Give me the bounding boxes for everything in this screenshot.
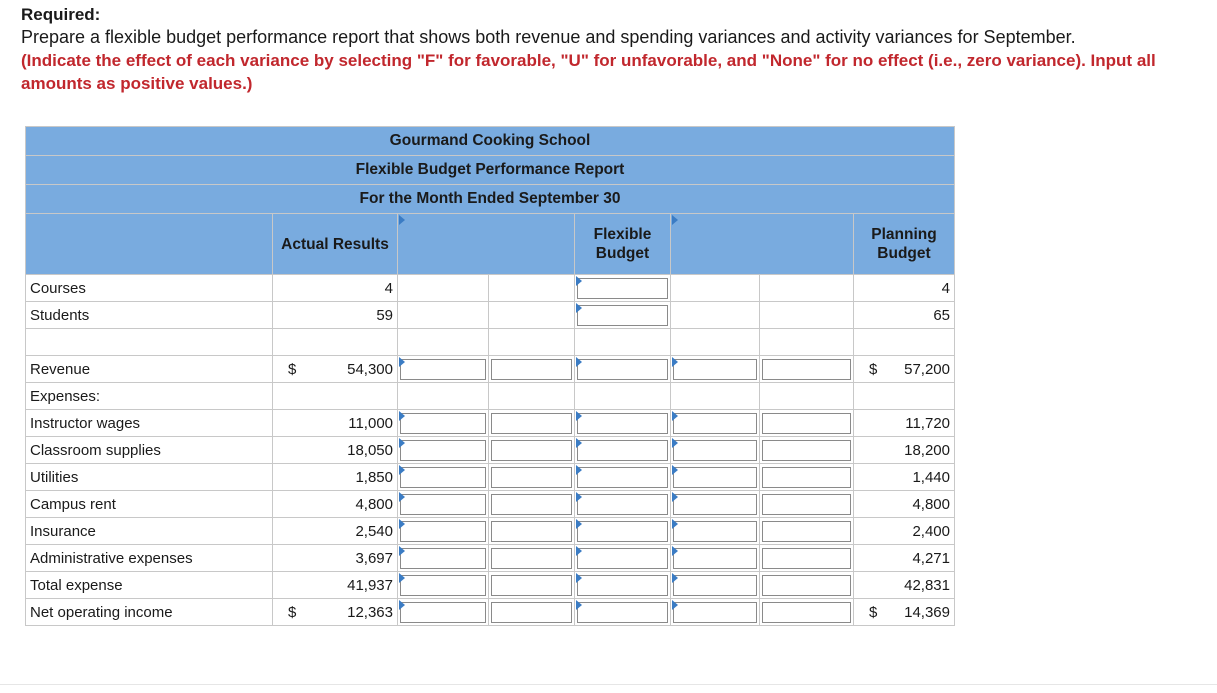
actual-value: 2,540	[273, 518, 398, 545]
row-instructor-wages	[26, 410, 955, 437]
input-marker-icon	[672, 411, 678, 421]
input-marker-icon	[576, 546, 582, 556]
input-marker-icon	[672, 465, 678, 475]
actual-value: 59	[273, 302, 398, 329]
performance-report-table	[25, 126, 955, 626]
variance2-effect-select[interactable]	[760, 518, 854, 545]
input-marker-icon	[576, 438, 582, 448]
dropdown-marker-icon	[399, 215, 405, 225]
flexible-courses-input[interactable]	[575, 275, 671, 302]
input-marker-icon	[576, 492, 582, 502]
instructions-body: Prepare a flexible budget performance report that shows both revenue and spending variances and activity variances for September.	[21, 27, 1076, 47]
planning-value: 18,200	[854, 437, 955, 464]
page-divider	[0, 684, 1217, 685]
input-marker-icon	[576, 519, 582, 529]
row-label: Courses	[26, 275, 273, 302]
row-classroom-supplies	[26, 437, 955, 464]
row-spacer	[26, 329, 955, 356]
input-marker-icon	[576, 303, 582, 313]
variance2-amount-input[interactable]	[671, 491, 760, 518]
variance1-effect-select[interactable]	[489, 356, 575, 383]
variance1-amount-input[interactable]	[398, 599, 489, 626]
row-label: Administrative expenses	[26, 545, 273, 572]
variance1-effect-select[interactable]	[489, 410, 575, 437]
row-utilities	[26, 464, 955, 491]
flexible-amount-input[interactable]	[575, 599, 671, 626]
flexible-students-input[interactable]	[575, 302, 671, 329]
flexible-amount-input[interactable]	[575, 518, 671, 545]
planning-value: $ 14,369	[854, 599, 955, 626]
variance2-amount-input[interactable]	[671, 437, 760, 464]
row-label: Students	[26, 302, 273, 329]
variance1-amount-input[interactable]	[398, 545, 489, 572]
company-name: Gourmand Cooking School	[26, 127, 955, 156]
variance1-effect-select[interactable]	[489, 599, 575, 626]
input-marker-icon	[672, 546, 678, 556]
col-actual-label: Actual Results	[281, 235, 389, 253]
variance2-amount-input[interactable]	[671, 572, 760, 599]
report-period: For the Month Ended September 30	[26, 185, 955, 214]
column-header-row	[26, 214, 955, 275]
planning-value: 11,720	[854, 410, 955, 437]
row-label: Insurance	[26, 518, 273, 545]
actual-value: 4	[273, 275, 398, 302]
variance1-effect-select[interactable]	[489, 437, 575, 464]
variance2-effect-select[interactable]	[760, 437, 854, 464]
col-planning-budget	[854, 214, 955, 275]
planning-value: 4,271	[854, 545, 955, 572]
variance2-effect-select[interactable]	[760, 491, 854, 518]
row-label: Revenue	[26, 356, 273, 383]
actual-value: 18,050	[273, 437, 398, 464]
input-marker-icon	[399, 573, 405, 583]
col-variance-1-header[interactable]	[398, 214, 575, 275]
row-label: Classroom supplies	[26, 437, 273, 464]
instructions-note: (Indicate the effect of each variance by selecting "F" for favorable, "U" for unfavorable, and "None" for no effect (i.e., zero variance). Input all amounts as positive values.)	[21, 51, 1156, 93]
input-marker-icon	[576, 411, 582, 421]
header-title-row	[26, 156, 955, 185]
dropdown-marker-icon	[672, 215, 678, 225]
flexible-amount-input[interactable]	[575, 545, 671, 572]
planning-value: 4,800	[854, 491, 955, 518]
variance1-effect-select[interactable]	[489, 545, 575, 572]
input-marker-icon	[399, 492, 405, 502]
col-flexible-budget	[575, 214, 671, 275]
row-expenses-header	[26, 383, 955, 410]
variance2-effect-select[interactable]	[760, 464, 854, 491]
planning-value: 65	[854, 302, 955, 329]
variance2-amount-input[interactable]	[671, 545, 760, 572]
row-net-operating-income	[26, 599, 955, 626]
header-blank	[26, 214, 273, 275]
variance1-effect-select[interactable]	[489, 464, 575, 491]
variance2-amount-input[interactable]	[671, 518, 760, 545]
input-marker-icon	[672, 573, 678, 583]
input-marker-icon	[399, 600, 405, 610]
variance2-amount-input[interactable]	[671, 464, 760, 491]
flexible-amount-input[interactable]	[575, 356, 671, 383]
input-marker-icon	[399, 411, 405, 421]
input-marker-icon	[672, 600, 678, 610]
variance2-amount-input[interactable]	[671, 356, 760, 383]
actual-value: $ 54,300	[273, 356, 398, 383]
planning-value: 1,440	[854, 464, 955, 491]
input-marker-icon	[399, 465, 405, 475]
actual-value: 1,850	[273, 464, 398, 491]
input-marker-icon	[672, 357, 678, 367]
row-total-expense	[26, 572, 955, 599]
input-marker-icon	[672, 438, 678, 448]
input-marker-icon	[576, 357, 582, 367]
variance2-amount-input[interactable]	[671, 599, 760, 626]
row-courses	[26, 275, 955, 302]
variance1-amount-input[interactable]	[398, 572, 489, 599]
input-marker-icon	[672, 519, 678, 529]
input-marker-icon	[672, 492, 678, 502]
flexible-amount-input[interactable]	[575, 491, 671, 518]
col-variance-2-header[interactable]	[671, 214, 854, 275]
planning-value: $ 57,200	[854, 356, 955, 383]
input-marker-icon	[399, 438, 405, 448]
report-title: Flexible Budget Performance Report	[26, 156, 955, 185]
header-company-row	[26, 127, 955, 156]
actual-value: 11,000	[273, 410, 398, 437]
row-label: Instructor wages	[26, 410, 273, 437]
input-marker-icon	[576, 276, 582, 286]
row-administrative-expenses	[26, 545, 955, 572]
actual-value: 41,937	[273, 572, 398, 599]
variance1-amount-input[interactable]	[398, 464, 489, 491]
required-heading: Required:	[21, 5, 101, 24]
header-period-row	[26, 185, 955, 214]
col-actual-results	[273, 214, 398, 275]
row-label: Net operating income	[26, 599, 273, 626]
variance1-amount-input[interactable]	[398, 356, 489, 383]
variance2-effect-select[interactable]	[760, 599, 854, 626]
variance1-amount-input[interactable]	[398, 410, 489, 437]
actual-value: 4,800	[273, 491, 398, 518]
variance2-effect-select[interactable]	[760, 545, 854, 572]
instructions	[21, 4, 1201, 95]
variance1-effect-select[interactable]	[489, 572, 575, 599]
flexible-amount-input[interactable]	[575, 464, 671, 491]
row-students	[26, 302, 955, 329]
variance2-amount-input[interactable]	[671, 410, 760, 437]
variance2-effect-select[interactable]	[760, 572, 854, 599]
col-planning-label: Planning Budget	[871, 226, 937, 262]
input-marker-icon	[399, 546, 405, 556]
input-marker-icon	[576, 600, 582, 610]
variance2-effect-select[interactable]	[760, 410, 854, 437]
planning-value: 42,831	[854, 572, 955, 599]
col-flexible-label: Flexible Budget	[593, 226, 652, 262]
row-label: Utilities	[26, 464, 273, 491]
planning-value: 2,400	[854, 518, 955, 545]
variance2-effect-select[interactable]	[760, 356, 854, 383]
planning-value: 4	[854, 275, 955, 302]
row-insurance	[26, 518, 955, 545]
variance1-amount-input[interactable]	[398, 491, 489, 518]
row-label: Total expense	[26, 572, 273, 599]
input-marker-icon	[576, 465, 582, 475]
flexible-amount-input[interactable]	[575, 410, 671, 437]
input-marker-icon	[399, 357, 405, 367]
variance1-effect-select[interactable]	[489, 491, 575, 518]
actual-value: $ 12,363	[273, 599, 398, 626]
input-marker-icon	[576, 573, 582, 583]
variance1-amount-input[interactable]	[398, 437, 489, 464]
row-label: Campus rent	[26, 491, 273, 518]
flexible-amount-input[interactable]	[575, 572, 671, 599]
input-marker-icon	[399, 519, 405, 529]
variance1-effect-select[interactable]	[489, 518, 575, 545]
row-campus-rent	[26, 491, 955, 518]
flexible-amount-input[interactable]	[575, 437, 671, 464]
row-revenue	[26, 356, 955, 383]
variance1-amount-input[interactable]	[398, 518, 489, 545]
row-label: Expenses:	[26, 383, 273, 410]
actual-value: 3,697	[273, 545, 398, 572]
